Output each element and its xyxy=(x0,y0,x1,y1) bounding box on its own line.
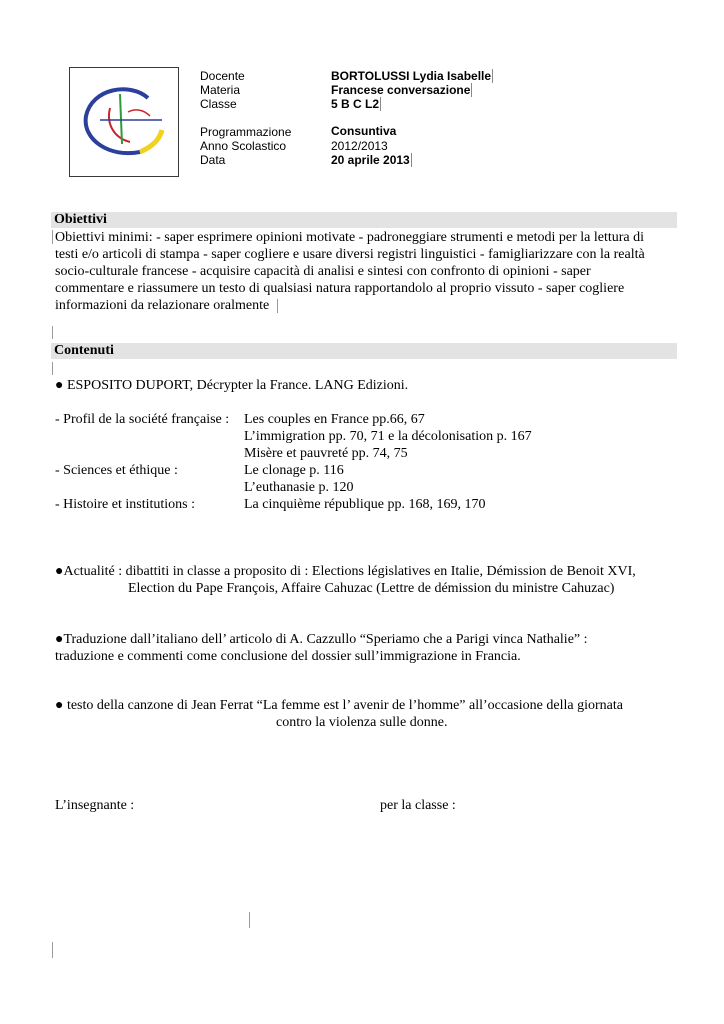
contenuti-book: ● ESPOSITO DUPORT, Décrypter la France. LANG Edizioni. xyxy=(55,378,409,393)
topic-left: - Histoire et institutions : xyxy=(55,497,195,512)
value-data xyxy=(331,153,412,167)
obiettivi-text xyxy=(55,229,679,314)
topic-right: L’immigration pp. 70, 71 e la décolonisation p. 167 xyxy=(244,429,532,444)
topic-right: Misère et pauvreté pp. 74, 75 xyxy=(244,446,408,461)
label-materia: Materia xyxy=(200,83,241,97)
value-classe-text: 5 B C L2 xyxy=(331,97,380,111)
section-heading-obiettivi: Obiettivi xyxy=(51,212,677,228)
actualite-line: ●Actualité : dibattiti in classe a proposito di : Elections législatives en Italie, Démission de Benoit XVI, xyxy=(55,564,636,579)
value-docente-text: BORTOLUSSI Lydia Isabelle xyxy=(331,69,492,83)
value-materia xyxy=(331,83,472,97)
obiettivi-line-text: informazioni da relazionare oralmente xyxy=(55,298,270,313)
value-materia-text: Francese conversazione xyxy=(331,83,471,97)
text-cursor-mark xyxy=(52,326,53,339)
text-cursor-mark xyxy=(52,942,53,958)
topic-left: - Sciences et éthique : xyxy=(55,463,178,478)
label-data: Data xyxy=(200,153,226,167)
signature-classe-label: per la classe : xyxy=(380,798,456,813)
obiettivi-line xyxy=(55,297,679,314)
testo-line: contro la violenza sulle donne. xyxy=(276,715,448,730)
topic-right: L’euthanasie p. 120 xyxy=(244,480,354,495)
label-programmazione: Programmazione xyxy=(200,125,292,139)
school-logo-icon xyxy=(70,68,178,176)
value-classe xyxy=(331,97,381,111)
testo-line: ● testo della canzone di Jean Ferrat “La femme est l’ avenir de l’homme” all’occasione della giornata xyxy=(55,698,623,713)
actualite-line: Election du Pape François, Affaire Cahuzac (Lettre de démission du ministre Cahuzac) xyxy=(128,581,615,596)
topic-right: Le clonage p. 116 xyxy=(244,463,344,478)
traduzione-line: ●Traduzione dall’italiano dell’ articolo di A. Cazzullo “Speriamo che a Parigi vinca Nathalie” : xyxy=(55,632,588,647)
topic-right: Les couples en France pp.66, 67 xyxy=(244,412,425,427)
section-heading-contenuti: Contenuti xyxy=(51,343,677,359)
text-cursor-mark xyxy=(277,299,278,313)
label-docente: Docente xyxy=(200,69,245,83)
topic-right: La cinquième république pp. 168, 169, 170 xyxy=(244,497,486,512)
traduzione-line: traduzione e commenti come conclusione del dossier sull’immigrazione in Francia. xyxy=(55,649,521,664)
label-anno-scolastico: Anno Scolastico xyxy=(200,139,287,153)
label-classe: Classe xyxy=(200,97,237,111)
value-programmazione: Consuntiva xyxy=(331,124,397,138)
obiettivi-line: testi e/o articoli di stampa - saper cogliere e usare diversi registri linguistici - famigliarizzare con la realtà xyxy=(55,247,645,262)
text-cursor-mark xyxy=(52,230,53,244)
text-cursor-mark xyxy=(249,912,250,928)
school-logo xyxy=(69,67,179,177)
obiettivi-line: commentare e riassumere un testo di qualsiasi natura rapportandolo al proprio vissuto - saper cogliere xyxy=(55,281,625,296)
text-cursor-mark xyxy=(52,362,53,375)
signature-insegnante-label: L’insegnante : xyxy=(55,798,135,813)
topic-left: - Profil de la société française : xyxy=(55,412,230,427)
value-data-text: 20 aprile 2013 xyxy=(331,153,410,167)
obiettivi-line: socio-culturale francese - acquisire capacità di analisi e sintesi con confronto di opinioni - saper xyxy=(55,264,591,279)
value-anno-scolastico: 2012/2013 xyxy=(331,139,388,153)
obiettivi-line: Obiettivi minimi: - saper esprimere opinioni motivate - padroneggiare strumenti e metodi per la lettura di xyxy=(55,230,644,245)
value-docente xyxy=(331,69,493,83)
